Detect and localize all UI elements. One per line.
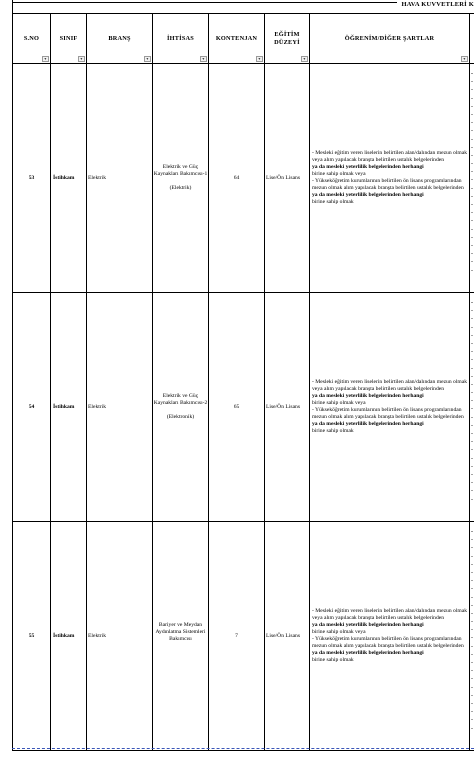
table-row [13,64,474,293]
cell-clipped-column [470,293,474,522]
requirement-text: birine sahip olmak [312,657,354,663]
cell-brans: Elektrik [87,64,153,293]
requirement-text: - Yükseköğretim kurumlarının belirtilen ön lisans programlarından mezun olmak alım yapılacak branşta belirtilen ustalık belgelerinden [312,407,464,420]
header-brans-label: BRANŞ [108,34,131,42]
header-ihtisas [153,14,209,64]
cell-kontenjan: 65 [209,293,265,522]
cell-ihtisas [153,293,209,522]
header-kontenjan-label: KONTENJAN [215,34,258,42]
requirement-text-bold: ya da mesleki yeterlilik belgelerinden herhangi [312,421,424,427]
requirement-text: birine sahip olmak veya [312,629,366,635]
cell-clipped-column [470,64,474,293]
header-sinif [51,14,87,64]
header-brans [87,14,153,64]
cell-egitim: Lise/Ön Lisans [265,522,310,751]
header-sno-label: S.NO [23,34,40,42]
header-ihtisas-label: İHTİSAS [167,34,194,42]
filter-dropdown-icon[interactable]: ▾ [42,56,49,62]
table-row [13,522,474,751]
cell-requirements [310,64,470,293]
requirement-text: birine sahip olmak [312,428,354,434]
table-row [13,293,474,522]
header-sinif-label: SINIF [59,34,78,42]
clipped-column-marks: - - - - - - - - - - - - - - - - - - - - - - - - - [471,529,473,732]
header-row [13,14,474,64]
header-kontenjan [209,14,265,64]
filter-dropdown-icon[interactable]: ▾ [256,56,263,62]
requirement-text-bold: ya da mesleki yeterlilik belgelerinden herhangi [312,192,424,198]
cell-ihtisas [153,522,209,751]
requirement-text: - Yükseköğretim kurumlarının belirtilen ön lisans programlarından mezun olmak alım yapılacak branşta belirtilen ustalık belgelerinden [312,636,464,649]
requirement-text-bold: ya da mesleki yeterlilik belgelerinden herhangi [312,164,424,170]
header-ogrenim-label: ÖĞRENİM/DİĞER ŞARTLAR [344,34,435,42]
cell-sno: 54 [13,293,51,522]
clipped-column-marks: - - - - - - - - - - - - - - - - - - - - - - - - - [471,300,473,503]
page-title: HAVA KUVVETLERİ K [397,0,474,9]
requirement-text-bold: ya da mesleki yeterlilik belgelerinden herhangi [312,650,424,656]
clipped-column-marks: - - - - - - - - - - - - - - - - - - - - - - - - - [471,71,473,274]
requirement-text: birine sahip olmak [312,199,354,205]
ihtisas-name: Elektrik ve Güç Kaynakları Bakımcısı-2 [153,393,208,406]
ihtisas-subtype: (Elektrik) [169,185,192,191]
cell-requirements [310,293,470,522]
header-egitim-label: EĞİTİM DÜZEYİ [274,31,300,46]
cell-sinif: İstihkam [51,64,87,293]
requirement-text: - Mesleki eğitim veren liselerin belirtilen alan/dalından mezun olmak veya alım yapılacak branşta belirtilen ustalık belgelerinden [312,150,468,163]
cell-sinif: İstihkam [51,522,87,751]
requirement-text: birine sahip olmak veya [312,171,366,177]
filter-dropdown-icon[interactable]: ▾ [78,56,85,62]
cell-egitim: Lise/Ön Lisans [265,293,310,522]
requirement-text: - Yükseköğretim kurumlarının belirtilen ön lisans programlarından mezun olmak alım yapılacak branşta belirtilen ustalık belgelerinden [312,178,464,191]
filter-dropdown-icon[interactable]: ▾ [144,56,151,62]
filter-dropdown-icon[interactable]: ▾ [461,56,468,62]
cell-kontenjan: 64 [209,64,265,293]
cell-sno: 55 [13,522,51,751]
cell-brans: Elektrik [87,293,153,522]
cell-ihtisas [153,64,209,293]
requirement-text: - Mesleki eğitim veren liselerin belirtilen alan/dalından mezun olmak veya alım yapılacak branşta belirtilen ustalık belgelerinden [312,379,468,392]
cell-sno: 53 [13,64,51,293]
requirement-text: - Mesleki eğitim veren liselerin belirtilen alan/dalından mezun olmak veya alım yapılacak branşta belirtilen ustalık belgelerinden [312,608,468,621]
requirement-text-bold: ya da mesleki yeterlilik belgelerinden herhangi [312,622,424,628]
ihtisas-subtype: (Elektronik) [166,414,195,420]
positions-table [12,13,474,751]
cell-brans: Elektrik [87,522,153,751]
cell-clipped-column [470,522,474,751]
ihtisas-name: Elektrik ve Güç Kaynakları Bakımcısı-1 [153,164,208,177]
cell-requirements [310,522,470,751]
page-break-line [12,748,474,749]
filter-dropdown-icon[interactable]: ▾ [301,56,308,62]
header-next-column [470,14,474,64]
header-egitim [265,14,310,64]
cell-sinif: İstihkam [51,293,87,522]
ihtisas-name: Bariyer ve Meydan Aydınlatma Sistemleri Bakımcısı [155,622,206,642]
cell-egitim: Lise/Ön Lisans [265,64,310,293]
header-sno [13,14,51,64]
filter-dropdown-icon[interactable]: ▾ [200,56,207,62]
requirement-text: birine sahip olmak veya [312,400,366,406]
header-ogrenim [310,14,470,64]
requirement-text-bold: ya da mesleki yeterlilik belgelerinden herhangi [312,393,424,399]
cell-kontenjan: 7 [209,522,265,751]
